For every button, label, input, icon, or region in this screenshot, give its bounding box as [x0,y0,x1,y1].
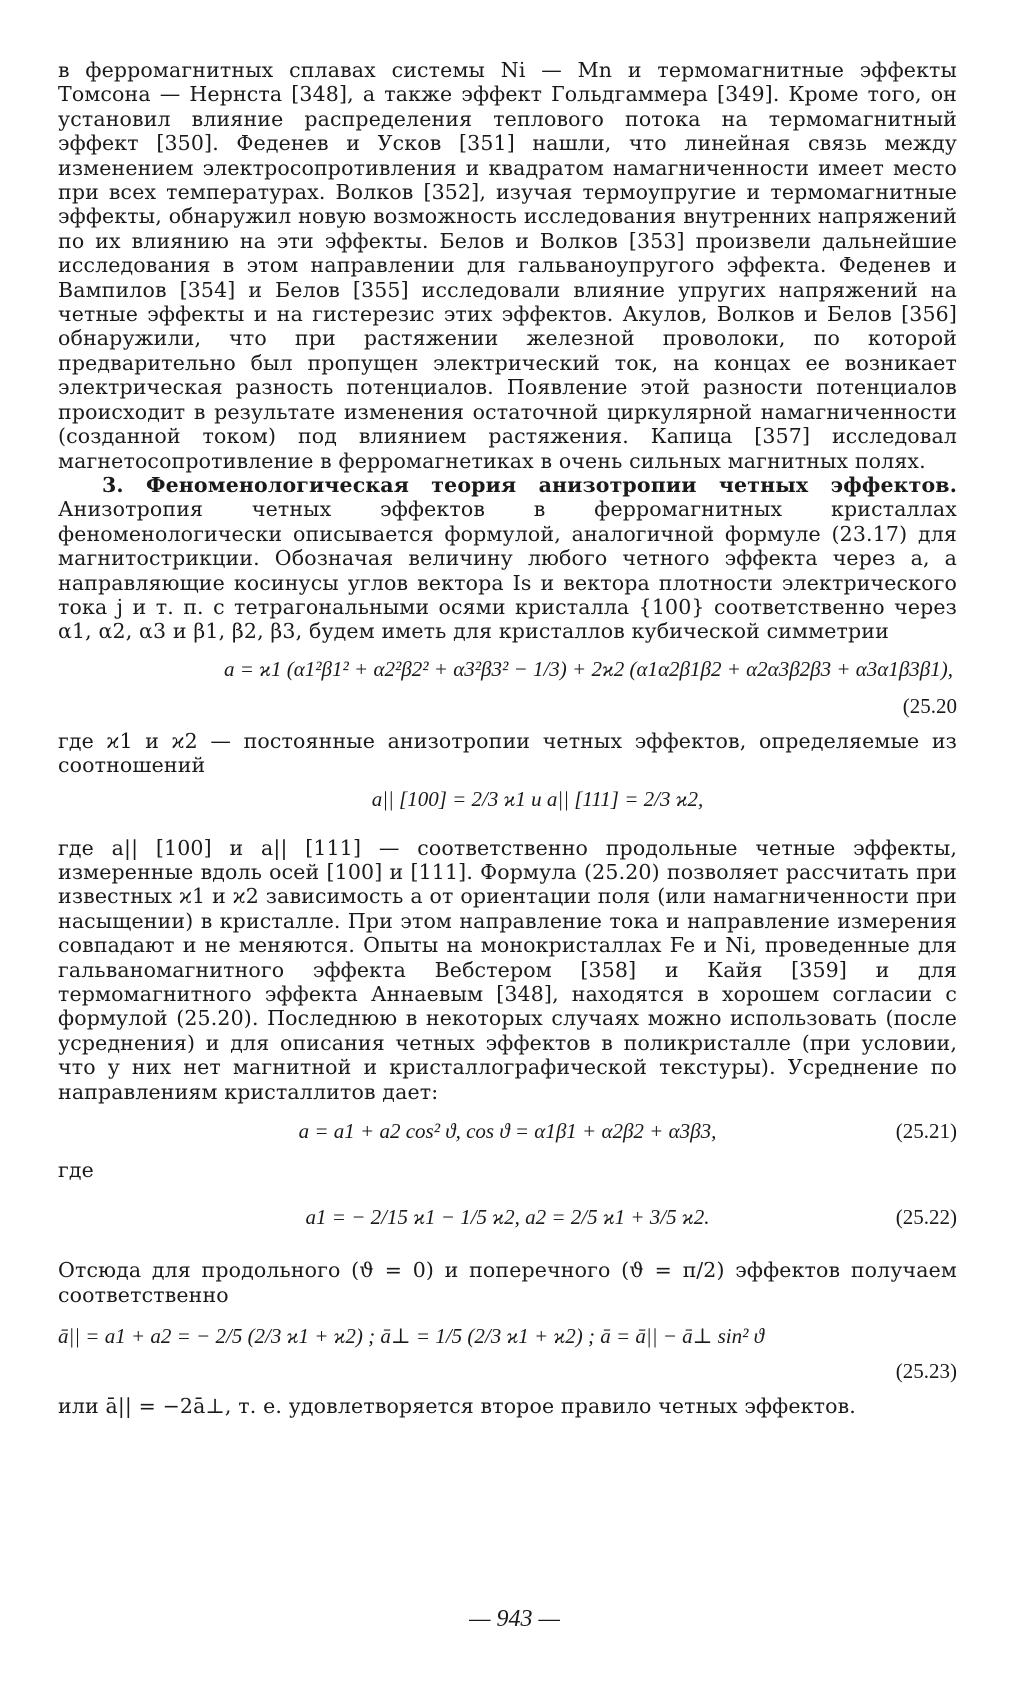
equation-25-21-number: (25.21) [895,1119,957,1144]
equation-relations-line [58,786,957,820]
paragraph-4: где a|| [100] и a|| [111] — соответственно продольные четные эффекты, измеренные вдоль осей [100] и [111]. Формула (25.20) позволяет рассчитать при известных ϰ1 и ϰ2 зависимость a от ориентации поля (или намагниченности при насыщении) в кристалле. При этом направление тока и направление измерения совпадают и не меняются. Опыты на монокристаллах Fe и Ni, проведенные для гальваномагнитного эффекта Вебстером [358] и Кайя [359] и для термомагнитного эффекта Аннаевым [348], находятся в хорошем согласии с формулой (25.20). Последнюю в некоторых случаях можно использовать (после усреднения) и для описания четных эффектов в поликристалле (при условии, что у них нет магнитной и кристаллографической текстуры). Усреднение по направлениям кристаллитов дает: [58,835,957,1104]
paragraph-2 [58,473,957,644]
equation-25-22-line [58,1204,957,1244]
equation-25-20-line [58,656,957,686]
paragraph-3: где ϰ1 и ϰ2 — постоянные анизотропии четных эффектов, определяемые из соотношений [58,728,957,778]
equation-25-23: ā|| = a1 + a2 = − 2/5 (2/3 ϰ1 + ϰ2) ; ā⊥ = 1/5 (2/3 ϰ1 + ϰ2) ; ā = ā|| − ā⊥ sin² ϑ [58,1324,764,1349]
paragraph-6: Отсюда для продольного (ϑ = 0) и поперечного (ϑ = π/2) эффектов получаем соответственно [58,1258,957,1307]
equation-25-20: a = ϰ1 (α1²β1² + α2²β2² + α3²β3² − 1/3) + 2ϰ2 (α1α2β1β2 + α2α3β2β3 + α3α1β3β1), [224,656,953,681]
paragraph-1: в ферромагнитных сплавах системы Ni — Mn и термомагнитные эффекты Томсона — Нернста [348], а также эффект Гольдгаммера [349]. Кроме того, он установил влияние распределения теплового потока на термомагнитный эффект [350]. Феденев и Усков [351] нашли, что линейная связь между изменением электросопротивления и квадратом намагниченности имеет место при всех температурах. Волков [352], изучая термоупругие и термомагнитные эффекты, обнаружил новую возможность исследования внутренних напряжений по их влиянию на эти эффекты. Белов и Волков [353] произвели дальнейшие исследования в этом направлении для гальваноупругого эффекта. Феденев и Вампилов [354] и Белов [355] исследовали влияние упругих напряжений на четные эффекты и на гистерезис этих эффектов. Акулов, Волков и Белов [356] обнаружили, что при растяжении железной проволоки, по которой предварительно был пропущен электрический ток, на концах ее возникает электрическая разность потенциалов. Появление этой разности потенциалов происходит в результате изменения остаточной циркулярной намагниченности (созданной током) под влиянием растяжения. Капица [357] исследовал магнетосопротивление в ферромагнетиках в очень сильных магнитных полях. [58,58,957,473]
equation-25-23-number: (25.23) [895,1359,957,1384]
equation-25-23-line [58,1323,957,1357]
paragraph-2-text: Анизотропия четных эффектов в ферромагнитных кристаллах феноменологически описывается формулой, аналогичной формуле (23.17) для магнитострикции. Обозначая величину любого четного эффекта через a, а направляющие косинусы углов вектора Is и вектора плотности электрического тока j и т. п. с тетрагональными осями кристалла {100} соответственно через α1, α2, α3 и β1, β2, β3, будем иметь для кристаллов кубической симметрии [58,497,957,644]
section-heading: 3. Феноменологическая теория анизотропии четных эффектов. [102,472,957,497]
equation-25-22: a1 = − 2/15 ϰ1 − 1/5 ϰ2, a2 = 2/5 ϰ1 + 3/5 ϰ2. [305,1205,710,1230]
equation-25-20-number: (25.20 [902,693,957,718]
equation-25-21: a = a1 + a2 cos² ϑ, cos ϑ = α1β1 + α2β2 + α3β3, [298,1119,717,1144]
paragraph-5: где [58,1158,94,1183]
page-number: — 943 — [469,1606,560,1632]
paragraph-7: или ā|| = −2ā⊥, т. е. удовлетворяется второе правило четных эффектов. [58,1394,856,1419]
equation-25-21-line [58,1118,957,1152]
equation-25-22-number: (25.22) [895,1205,957,1230]
equation-relations: a|| [100] = 2/3 ϰ1 и a|| [111] = 2/3 ϰ2, [371,786,704,811]
